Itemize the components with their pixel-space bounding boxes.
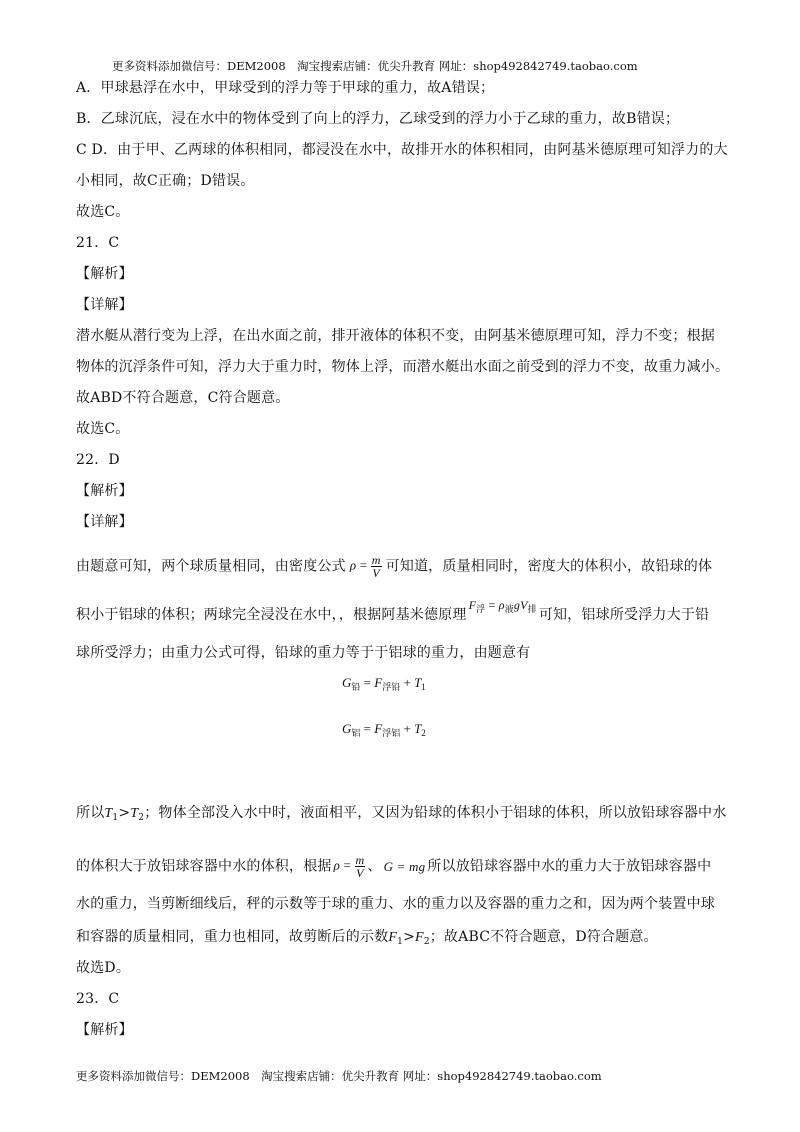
archimedes-formula: $F_浮 = \rho_液gV_排$	[468, 598, 537, 614]
text-line: A．甲球悬浮在水中，甲球受到的浮力等于甲球的重力，故A错误；	[76, 80, 495, 96]
section-label: 【详解】	[76, 514, 133, 530]
text-line: 潜水艇从潜行变为上浮，在出水面之前，排开液体的体积不变，由阿基米德原理可知，浮力不变；根据	[76, 328, 715, 344]
text-line: 和容器的质量相同，重力也相同，故剪断后的示数$F_1>F_2$；故ABC不符合题意，D符合题意。	[76, 929, 658, 947]
text-line: 小相同，故C正确；D错误。	[76, 173, 255, 189]
text-line: 物体的沉浮条件可知，浮力大于重力时，物体上浮，而潜水艇出水面之前受到的浮力不变，故重力减小。	[76, 359, 730, 375]
text-line: 故选C。	[76, 204, 130, 220]
section-label: 【解析】	[76, 483, 133, 499]
text-line: 积小于铝球的体积；两球完全浸没在水中，，根据阿基米德原理$F_浮 = \rho_液gV_排$ 可知，铝球所受浮力大于铅	[76, 598, 710, 623]
section-label: 【解析】	[76, 266, 133, 282]
density-formula: ρ = $\frac{m}{V}$	[333, 853, 365, 880]
text-line: 水的重力，当剪断细线后，秤的示数等于球的重力、水的重力以及容器的重力之和，因为两个装置中球	[76, 896, 715, 912]
text-line: B．乙球沉底，浸在水中的物体受到了向上的浮力，乙球受到的浮力小于乙球的重力，故B错误；	[76, 111, 680, 127]
text-line: 球所受浮力；由重力公式可得，铅球的重力等于于铝球的重力，由题意有	[76, 645, 531, 661]
text-line: 由题意可知，两个球质量相同，由密度公式 ρ = $\frac{m}{V}$ 可知道，质量相同时，密度大的体积小，故铅球的体	[76, 553, 713, 580]
page-footer: 更多资料添加微信号：DEM2008 淘宝搜索店铺：优尖升教育 网址：shop492842749.taobao.com	[76, 1069, 602, 1083]
text-line: 故选D。	[76, 960, 131, 976]
text-line: 的体积大于放铝球容器中水的体积，根据 ρ = $\frac{m}{V}$ 、 G = mg 所以放铅球容器中水的重力大于放铝球容器中	[76, 853, 712, 880]
text-line: C D．由于甲、乙两球的体积相同，都浸没在水中，故排开水的体积相同，由阿基米德原理可知浮力的大	[76, 142, 728, 158]
text-line: 故选C。	[76, 421, 130, 437]
equation-lead: $G_铅 = F_{浮铅} + T_1$	[342, 675, 426, 692]
text-line: 所以$T_1>T_2$；物体全部没入水中时，液面相平，又因为铅球的体积小于铝球的体积，所以放铅球容器中水	[76, 805, 727, 823]
question-number: 21．C	[76, 235, 120, 251]
question-number: 22．D	[76, 452, 120, 468]
section-label: 【详解】	[76, 297, 133, 313]
section-label: 【解析】	[76, 1022, 133, 1038]
text-line: 故ABD不符合题意，C符合题意。	[76, 390, 290, 406]
density-formula: ρ = $\frac{m}{V}$	[349, 553, 381, 580]
equation-aluminum: $G_铝 = F_{浮铝} + T_2$	[342, 721, 426, 738]
page-header: 更多资料添加微信号：DEM2008 淘宝搜索店铺：优尖升教育 网址：shop492842749.taobao.com	[112, 59, 638, 73]
gravity-formula: G = mg	[383, 858, 426, 874]
question-number: 23．C	[76, 991, 120, 1007]
